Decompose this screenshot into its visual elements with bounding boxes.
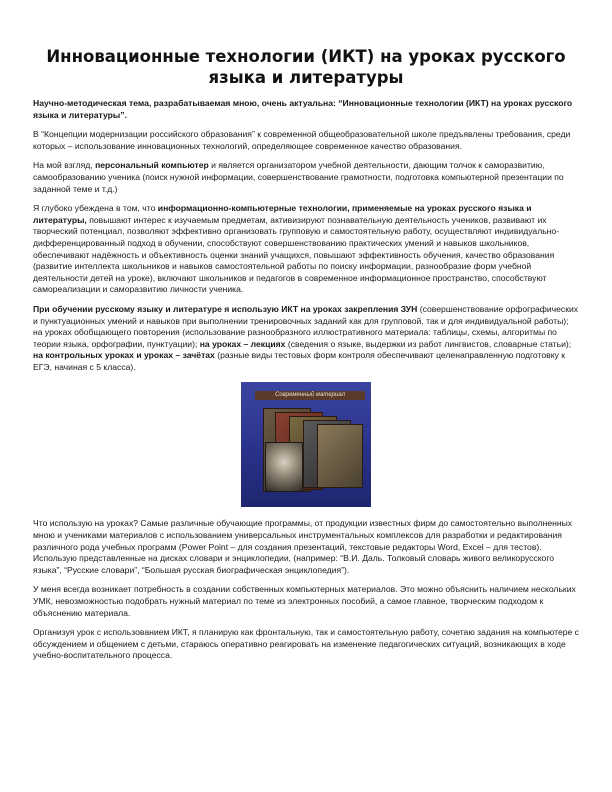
paragraph-own-materials: У меня всегда возникает потребность в создании собственных компьютерных материалов. Это можно объяснить наличием нескольких УМК, невозможностью подобрать нужный материал по теме из электронных пособий, а самое главное, творческим подходом к объяснению материала. (33, 584, 576, 618)
p3-bold-ict: информационно-компьютерные технологии, применяемые на уроках русского языка и литературы, (33, 203, 532, 225)
portrait-image (265, 442, 303, 492)
p4-bold-zun: При обучении русскому языку и литературе я использую ИКТ на уроках закрепления ЗУН (33, 303, 418, 314)
p2-bold-computer: персональный компьютер (95, 160, 209, 171)
p4-bold-lectures: на уроках – лекциях (199, 338, 286, 349)
document-page (33, 46, 579, 662)
p2-text-c: и является организатором учебной деятельности, дающим толчок к саморазвитию, самообразованию ученика (поиск нужной информации, совершенствование грамотности, подготовка компьютерной презентации по заданной теме и т.д.) (33, 160, 564, 194)
paragraph-lessons (33, 304, 579, 374)
paragraph-concept: В “Концепции модернизации российского образования” к современной общеобразовательной школе предъявлены требования, среди которых – использование инновационных технологий, определяющее современное качество образования. (33, 129, 571, 151)
p2-text-a: На мой взгляд, (33, 160, 96, 171)
document-title: Инновационные технологии (ИКТ) на уроках русского языка и литературы (46, 47, 566, 87)
p4-bold-control: на контрольных уроках и уроках – зачётах (33, 350, 215, 361)
illustration-caption: Современный материал (255, 391, 365, 400)
intro-paragraph: Научно-методическая тема, разрабатываемая мною, очень актуальна: “Инновационные технологии (ИКТ) на уроках русского языка и литературы”. (33, 98, 573, 120)
p3-text-a: Я глубоко убеждена в том, что (33, 203, 158, 214)
paragraph-computer (33, 160, 579, 195)
paragraph-lesson-organization: Организуя урок с использованием ИКТ, я планирую как фронтальную, так и самостоятельную работу, сочетаю задания на компьютере с обсуждением и общением с детьми, стараюсь оперативно реагировать на изменение педагогических ситуаций, возникающих в ходе учебно-воспитательного процесса. (33, 627, 579, 661)
p4-text-d: (сведения о языке, выдержки из работ лингвистов, словарные статьи); (285, 338, 572, 349)
paragraph-programs: Что использую на уроках? Самые различные обучающие программы, от продукции известных фирм до самостоятельно выполненных мною и учениками материалов с использованием универсальных инструментальных комплексов для разработки и редактирования различного рода учебных программ (Power Point – для создания презентаций, текстовые редакторы Word, Excel – для тестов). Использую представленные на дисках словари и энциклопедии, (например: “В.И. Даль. Толковый словарь живого великорусского языка”, “Русские словари”, “Большая русская биографическая энциклопедия”). (33, 518, 573, 575)
illustration-image (241, 382, 371, 507)
p4-text-b: (совершенствование орфографических и пунктуационных умений и навыков при выполнении тренировочных заданий как для групповой, так и для индивидуальной работы); на уроках обобщающего повторения (использование разнообразного иллюстративного материала: таблицы, схемы, алгоритмы по теории языка, орфографии, пунктуации); (33, 303, 579, 349)
paragraph-ict-benefits (33, 203, 579, 296)
book-cover-5 (317, 424, 363, 488)
p4-text-f: (разные виды тестовых форм контроля обеспечивают целенаправленную подготовку к ЕГЭ, начиная с 5 класса). (33, 350, 566, 372)
p3-text-c: повышают интерес к изучаемым предметам, активизируют познавательную деятельность учеников, развивают их творческий потенциал, позволяют эффективно организовать групповую и самостоятельную работу, осуществляют индивидуально-дифференцированный подход в обучении, способствуют совершенствованию практических умений и навыков школьников, обеспечивают надёжность и объективность оценки знаний учащихся, повышают эффективность обучения, качество образования (развитие интеллекта школьников и навыков самостоятельной работы по поиску информации, разнообразие форм учебной деятельности детей на уроке), включают школьников и педагогов в современное информационное пространство, способствуют самореализации и саморазвитию личности ученика. (33, 214, 560, 295)
